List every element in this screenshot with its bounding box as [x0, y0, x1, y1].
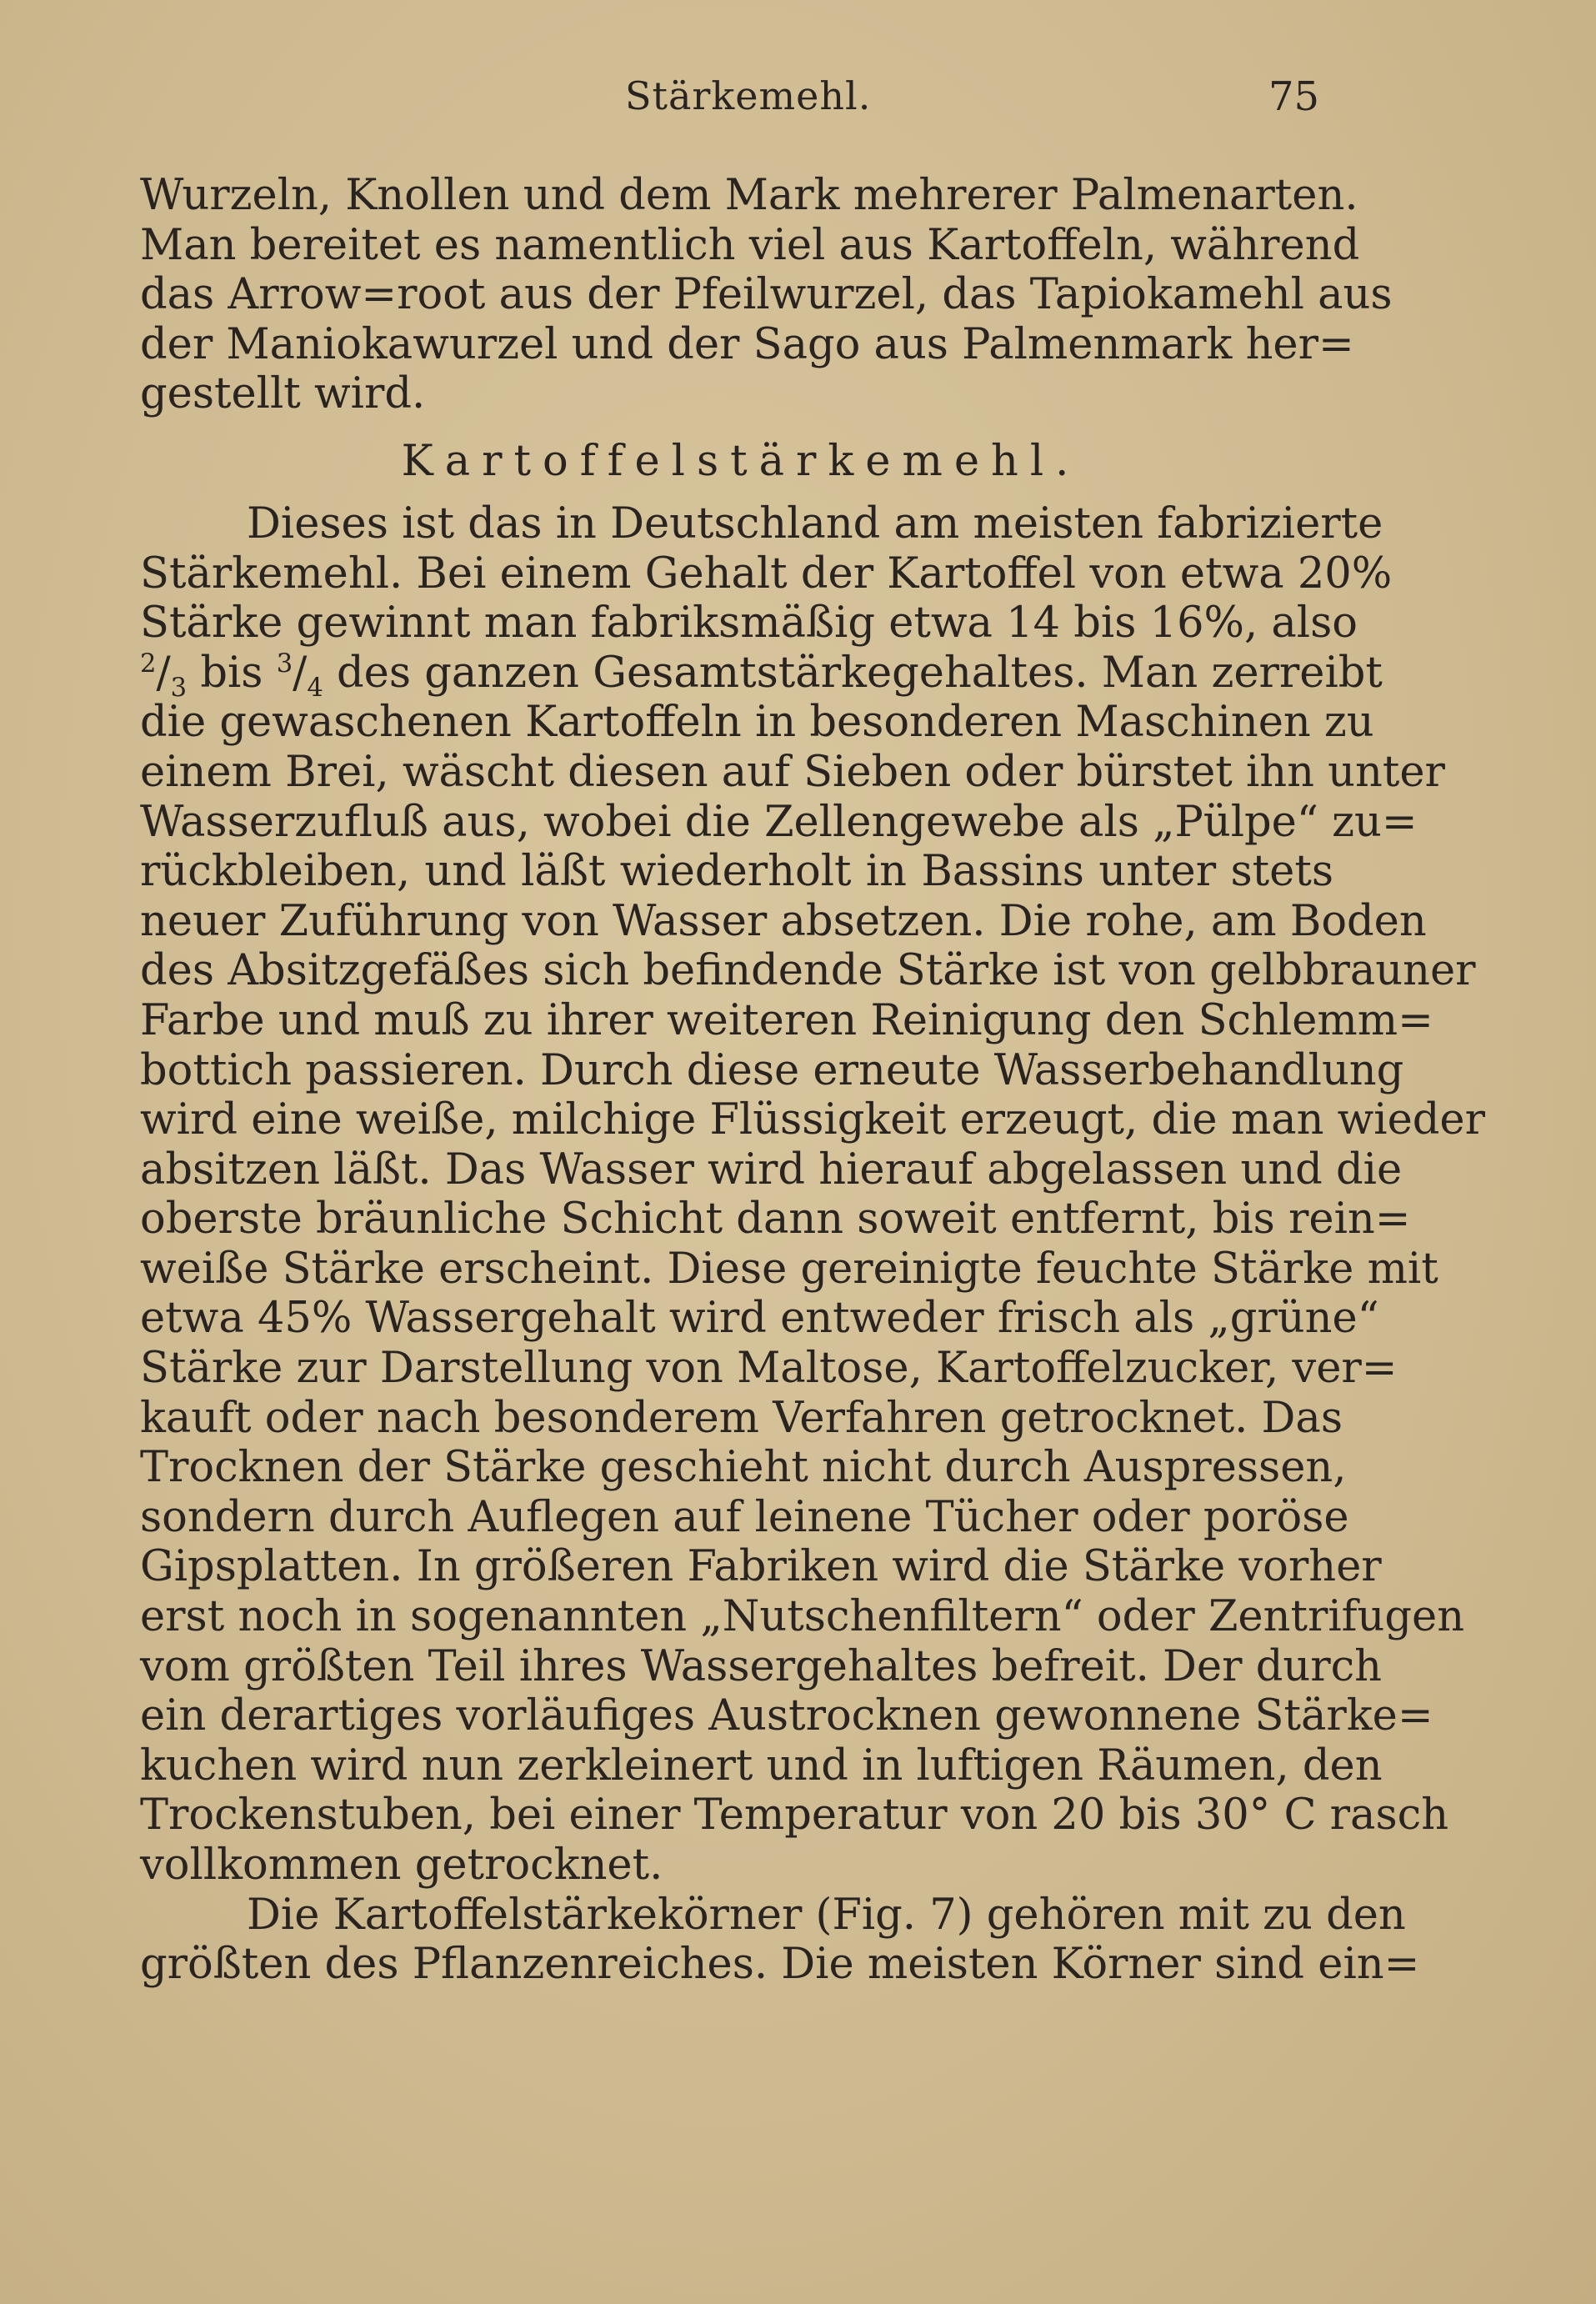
text-line: Wurzeln, Knollen und dem Mark mehrerer Palmenarten. [140, 171, 1358, 220]
fraction-denominator: 4 [307, 673, 323, 703]
text-fragment: des ganzen Gesamtstärkegehaltes. Man zerreibt [323, 648, 1383, 698]
text-line: Die Kartoffelstärkekörner (Fig. 7) gehören mit zu den [247, 1890, 1406, 1940]
text-line: kauft oder nach besonderem Verfahren getrocknet. Das [140, 1393, 1343, 1443]
text-line: Trocknen der Stärke geschieht nicht durch Auspressen, [140, 1443, 1347, 1493]
text-line: Stärkemehl. Bei einem Gehalt der Kartoffel von etwa 20% [140, 548, 1393, 599]
text-line: der Maniokawurzel und der Sago aus Palmenmark her= [140, 319, 1354, 369]
page-body [140, 171, 1485, 1990]
text-line: ein derartiges vorläufiges Austrocknen gewonnene Stärke= [140, 1691, 1433, 1741]
text-line: absitzen läßt. Das Wasser wird hierauf abgelassen und die [140, 1144, 1403, 1195]
text-line: einem Brei, wäscht diesen auf Sieben oder bürstet ihn unter [140, 747, 1445, 797]
text-line: des Absitzgefäßes sich befindende Stärke ist von gelbbrauner [140, 946, 1476, 996]
text-line: vollkommen getrocknet. [140, 1841, 663, 1890]
text-fragment: bis [187, 648, 277, 698]
text-line: neuer Zuführung von Wasser absetzen. Die rohe, am Boden [140, 896, 1427, 946]
text-line-fractions: $^2/_3$ bis $^3/_4$ des ganzen Gesamtstärkegehaltes. Man zerreibt [140, 648, 1383, 703]
text-line: erst noch in sogenannten „Nutschenfiltern“ oder Zentrifugen [140, 1592, 1465, 1642]
text-line: oberste bräunliche Schicht dann soweit entfernt, bis rein= [140, 1195, 1411, 1245]
text-line: Trockenstuben, bei einer Temperatur von 20 bis 30° C rasch [140, 1791, 1449, 1841]
text-line: Stärke zur Darstellung von Maltose, Kartoffelzucker, ver= [140, 1344, 1398, 1394]
text-line: Wasserzufluß aus, wobei die Zellengewebe als „Pülpe“ zu= [140, 797, 1418, 847]
text-line: etwa 45% Wassergehalt wird entweder frisch als „grüne“ [140, 1294, 1379, 1344]
text-line: größten des Pflanzenreiches. Die meisten Körner sind ein= [140, 1940, 1420, 1990]
text-line: kuchen wird nun zerkleinert und in luftigen Räumen, den [140, 1741, 1383, 1791]
text-line: gestellt wird. [140, 369, 426, 419]
fraction-numerator: 3 [276, 649, 293, 679]
fraction-denominator: 3 [170, 673, 188, 703]
text-line: rückbleiben, und läßt wiederholt in Bassins unter stets [140, 847, 1333, 897]
running-head: Stärkemehl. [625, 73, 872, 118]
text-line: vom größten Teil ihres Wassergehaltes befreit. Der durch [140, 1641, 1382, 1691]
text-line: Dieses ist das in Deutschland am meisten fabrizierte [247, 498, 1383, 548]
text-line: das Arrow=root aus der Pfeilwurzel, das Tapiokamehl aus [140, 270, 1393, 320]
text-line: die gewaschenen Kartoffeln in besonderen Maschinen zu [140, 698, 1374, 748]
text-line: Gipsplatten. In größeren Fabriken wird die Stärke vorher [140, 1542, 1382, 1592]
page-header [0, 73, 1596, 132]
text-line: Stärke gewinnt man fabriksmäßig etwa 14 bis 16%, also [140, 599, 1358, 649]
fraction-numerator: 2 [140, 649, 157, 679]
text-line: weiße Stärke erscheint. Diese gereinigte feuchte Stärke mit [140, 1244, 1438, 1294]
text-line: Man bereitet es namentlich viel aus Kartoffeln, während [140, 220, 1360, 270]
section-heading: Kartoffelstärkemehl. [401, 436, 1081, 486]
page-number: 75 [1268, 73, 1320, 120]
text-line: bottich passieren. Durch diese erneute Wasserbehandlung [140, 1045, 1404, 1095]
text-line: Farbe und muß zu ihrer weiteren Reinigung den Schlemm= [140, 995, 1433, 1045]
text-line: wird eine weiße, milchige Flüssigkeit erzeugt, die man wieder [140, 1095, 1485, 1145]
text-line: sondern durch Auflegen auf leinene Tücher oder poröse [140, 1492, 1349, 1542]
